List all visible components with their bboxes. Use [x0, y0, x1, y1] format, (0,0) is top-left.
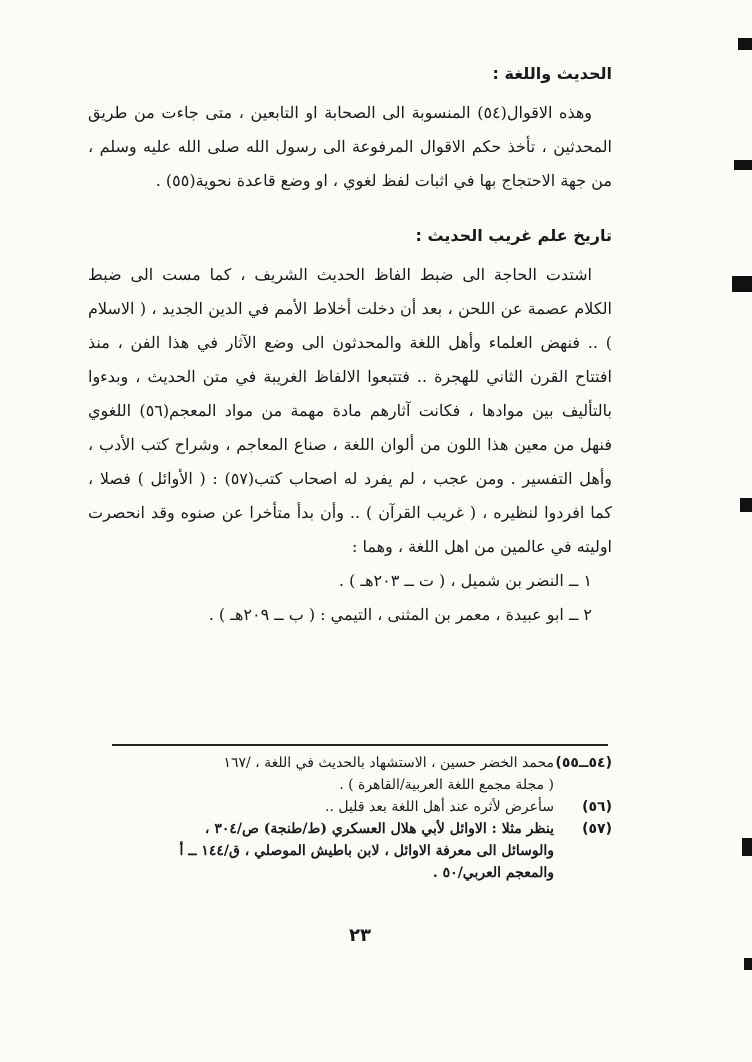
list-item-2: ٢ ــ ابو عبيدة ، معمر بن المثنى ، التيمي : ( ب ــ ٢٠٩هـ ) .: [208, 605, 592, 624]
footnote-text: محمد الخضر حسين ، الاستشهاد بالحديث في اللغة ، /١٦٧: [223, 755, 554, 771]
scan-mark: [738, 38, 752, 50]
footnote-continuation: والوسائل الى معرفة الاوائل ، لابن باطيش الموصلي ، ق/١٤٤ ــ أ: [179, 843, 554, 859]
footnotes: [100, 752, 612, 884]
page-number: ٢٣: [349, 925, 371, 946]
footnote-text: سأعرض لأثره عند أهل اللغة بعد قليل ..: [325, 799, 554, 815]
footnote-number: (٥٤ــ٥٥): [555, 755, 612, 771]
footnote-number: (٥٦): [582, 799, 612, 815]
footnote-divider: [112, 744, 608, 746]
scan-mark: [742, 838, 752, 856]
paragraph-history: اشتدت الحاجة الى ضبط الفاظ الحديث الشريف ، كما مست الى ضبط الكلام عصمة عن اللحن ، بعد أن دخلت أخلاط الأمم في الدين الجديد ، ( الاسلام ) .. فنهض العلماء وأهل اللغة والمحدثون الى وضع الآثار في هذا الفن ، منذ افتتاح القرن الثاني للهجرة .. فتتبعوا الالفاظ الغريبة في متن الحديث ، وبدءوا بالتأليف بين موادها ، فكانت آثارهم مادة مهمة من مواد المعجم(٥٦) اللغوي فنهل من معين هذا اللون من ألوان اللغة ، صناع المعاجم ، وشراح كتب الأدب ، وأهل التفسير . ومن عجب ، لم يفرد له اصحاب كتب(٥٧) : ( الأوائل ) فصلا ، كما افردوا لنظيره ، ( غريب القرآن ) .. وأن بدأ متأخرا عن صنوه وقد انحصرت اوليته في عالمين من اهل اللغة ، وهما :: [88, 265, 613, 556]
footnote-number: (٥٧): [582, 821, 612, 837]
footnote-text: ينظر مثلا : الاوائل لأبي هلال العسكري (ط/طنجة) ص/٣٠٤ ،: [204, 821, 554, 837]
page-body: [88, 62, 612, 632]
footnote-continuation-2: والمعجم العربي/٥٠ .: [432, 865, 554, 881]
section-title-hadith-language: الحديث واللغة :: [492, 64, 612, 83]
list-item-1: ١ ــ النضر بن شميل ، ( ت ــ ٢٠٣هـ ) .: [338, 571, 592, 590]
footnote-54-55: [100, 752, 612, 774]
scan-mark: [744, 958, 752, 970]
paragraph-hadith-language: وهذه الاقوال(٥٤) المنسوبة الى الصحابة او التابعين ، متى جاءت من طريق المحدثين ، تأخذ حكم الاقوال المرفوعة الى رسول الله صلى الله عليه وسلم ، من جهة الاحتجاج بها في اثبات لفظ لغوي ، او وضع قاعدة نحوية(٥٥) .: [88, 103, 612, 190]
footnote-continuation: ( مجلة مجمع اللغة العربية/القاهرة ) .: [339, 777, 554, 793]
scan-mark: [740, 498, 752, 512]
section-title-history: تاريخ علم غريب الحديث :: [415, 226, 612, 245]
scan-mark: [732, 276, 752, 292]
footnote-56: [100, 796, 612, 818]
scan-mark: [734, 160, 752, 170]
footnote-57: [100, 818, 612, 840]
